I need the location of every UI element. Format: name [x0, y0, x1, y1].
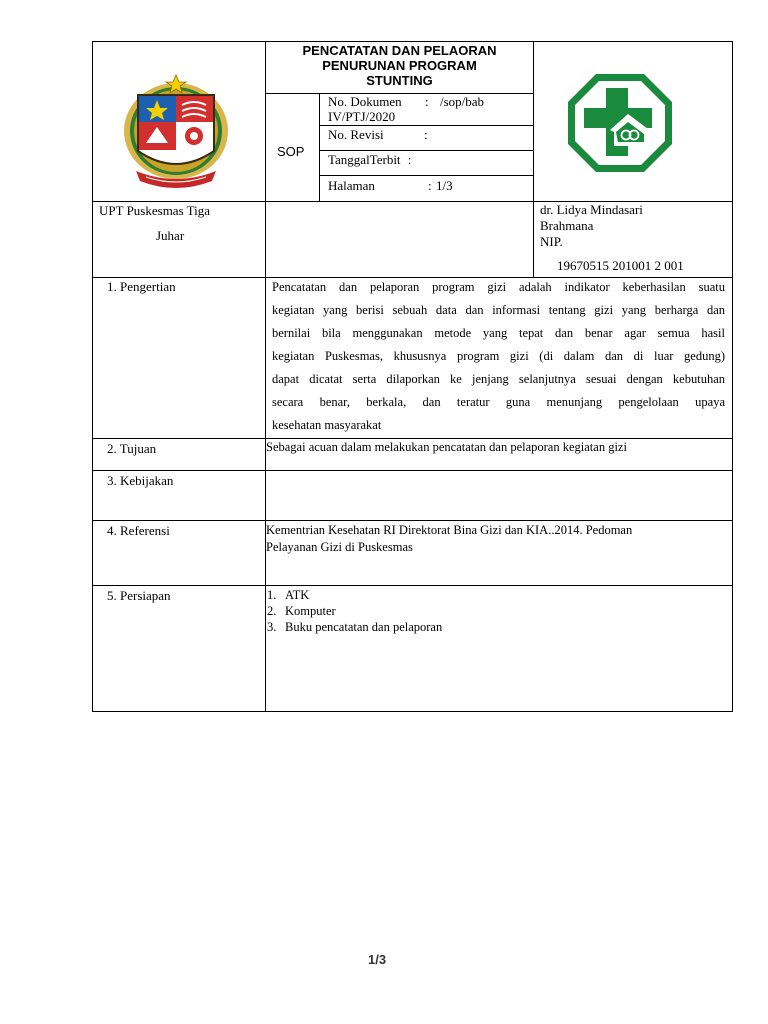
document-title-line-2: PENURUNAN PROGRAM: [322, 58, 477, 73]
section-kebijakan-label: 3. Kebijakan: [107, 473, 174, 488]
field-tanggal-terbit-label: TanggalTerbit: [328, 152, 401, 167]
persiapan-item: [267, 587, 442, 603]
field-halaman-value: 1/3: [436, 178, 453, 193]
referensi-line-2: Pelayanan Gizi di Puskesmas: [266, 540, 413, 554]
sop-label: SOP: [277, 144, 305, 159]
section-pengertian-text: [272, 276, 725, 437]
field-no-revisi-label: No. Revisi: [328, 127, 384, 142]
field-halaman-label: Halaman: [328, 178, 375, 193]
persiapan-item-num: 2.: [267, 604, 277, 618]
document-title-line-3: STUNTING: [366, 73, 433, 88]
field-no-dokumen-label: No. Dokumen: [328, 94, 402, 109]
signer-name-line-1: dr. Lidya Mindasari: [540, 202, 643, 217]
signer-name-line-2: Brahmana: [540, 218, 594, 233]
document-title: [266, 43, 533, 88]
section-referensi-label: 4. Referensi: [107, 523, 170, 538]
org-name-line-2: Juhar: [156, 228, 185, 243]
persiapan-item-text: ATK: [285, 588, 310, 602]
persiapan-item: [267, 603, 442, 619]
org-name-line-1: UPT Puskesmas Tiga: [99, 203, 211, 218]
puskesmas-logo: [566, 72, 674, 174]
persiapan-item-text: Buku pencatatan dan pelaporan: [285, 620, 443, 634]
field-no-dokumen: [328, 94, 533, 124]
referensi-line-1: Kementrian Kesehatan RI Direktorat Bina Gizi dan KIA..2014. Pedoman: [266, 523, 633, 537]
nip-value: 19670515 201001 2 001: [557, 258, 684, 273]
section-referensi-text: [266, 522, 632, 556]
field-no-dokumen-sep: :: [425, 94, 429, 109]
pengertian-line-3: bernilai bila menggunakan metode yang tepat dan benar agar semua hasil: [272, 326, 725, 340]
pengertian-line-1: Pencatatan dan pelaporan program gizi adalah indikator keberhasilan suatu: [272, 280, 725, 294]
pengertian-line-2: kegiatan yang berisi sebuah data dan informasi tentang gizi yang berharga dan: [272, 303, 725, 317]
field-no-dokumen-value: /sop/bab: [440, 94, 485, 109]
persiapan-item: [267, 619, 442, 635]
field-tanggal-terbit-sep: :: [407, 152, 412, 167]
document-title-line-1: PENCATATAN DAN PELAORAN: [302, 43, 497, 58]
field-no-revisi-sep: :: [424, 127, 428, 142]
pengertian-line-7: kesehatan masyarakat: [272, 418, 382, 432]
persiapan-item-text: Komputer: [285, 604, 336, 618]
persiapan-list: [267, 587, 442, 635]
nip-label: NIP.: [540, 234, 563, 249]
regency-coat-of-arms-logo: [120, 73, 232, 197]
persiapan-item-num: 1.: [267, 588, 277, 602]
persiapan-item-num: 3.: [267, 620, 277, 634]
field-halaman-sep: :: [428, 178, 432, 193]
field-no-revisi: [328, 127, 533, 142]
section-tujuan-label: 2. Tujuan: [107, 441, 157, 456]
field-tanggal-terbit: [328, 152, 533, 167]
field-no-dokumen-value-line-2: IV/PTJ/2020: [328, 109, 396, 124]
field-halaman: [328, 178, 533, 193]
page-number: 1/3: [368, 952, 387, 967]
section-tujuan-text: Sebagai acuan dalam melakukan pencatatan dan pelaporan kegiatan gizi: [266, 440, 627, 454]
pengertian-line-4: kegiatan Puskesmas, khususnya program gizi (di dalam dan di luar gedung): [272, 349, 725, 363]
pengertian-line-5: dapat dicatat serta dilaporkan ke jenjang selanjutnya sesuai dengan kebutuhan: [272, 372, 725, 386]
section-persiapan-label: 5. Persiapan: [107, 588, 171, 603]
pengertian-line-6: secara benar, berkala, dan teratur guna menunjang pengelolaan upaya: [272, 395, 725, 409]
section-pengertian-label: 1. Pengertian: [107, 279, 176, 294]
